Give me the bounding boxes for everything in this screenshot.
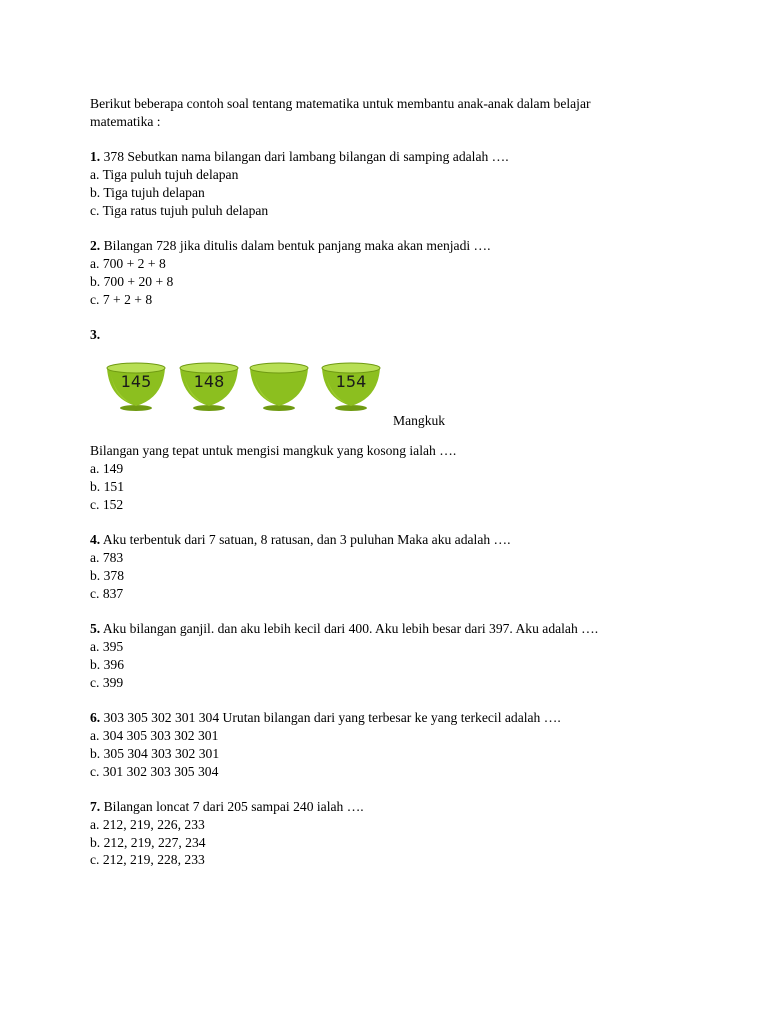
option-b: b. 151 bbox=[90, 478, 124, 494]
question-text: 378 Sebutkan nama bilangan dari lambang bilangan di samping adalah …. bbox=[100, 149, 509, 165]
question-6 bbox=[90, 709, 690, 780]
bowl-3-empty bbox=[248, 360, 310, 412]
question-text: 303 305 302 301 304 Urutan bilangan dari yang terbesar ke yang terkecil adalah …. bbox=[100, 710, 561, 726]
option-a: a. Tiga puluh tujuh delapan bbox=[90, 167, 239, 183]
option-c: c. 7 + 2 + 8 bbox=[90, 291, 153, 307]
question-number: 4. bbox=[90, 532, 101, 548]
bowl-number: 145 bbox=[120, 372, 152, 392]
question-text: Aku terbentuk dari 7 satuan, 8 ratusan, dan 3 puluhan Maka aku adalah …. bbox=[100, 532, 511, 548]
bowl-number: 154 bbox=[335, 372, 367, 392]
option-b: b. 378 bbox=[90, 567, 124, 583]
intro-line-2: matematika : bbox=[90, 113, 161, 129]
question-2 bbox=[90, 237, 690, 308]
question-4 bbox=[90, 531, 690, 602]
option-a: a. 149 bbox=[90, 460, 124, 476]
bowl-caption: Mangkuk bbox=[393, 413, 446, 429]
question-7 bbox=[90, 798, 690, 869]
option-c: c. 301 302 303 305 304 bbox=[90, 763, 219, 779]
question-3 bbox=[90, 326, 690, 513]
option-b: b. 305 304 303 302 301 bbox=[90, 745, 220, 761]
question-5 bbox=[90, 620, 690, 691]
question-number: 1. bbox=[90, 149, 101, 165]
option-a: a. 700 + 2 + 8 bbox=[90, 256, 166, 272]
bowl-illustration bbox=[90, 360, 690, 432]
bowl-number: 148 bbox=[193, 372, 225, 392]
option-c: c. 837 bbox=[90, 585, 124, 601]
option-b: b. 700 + 20 + 8 bbox=[90, 273, 174, 289]
option-a: a. 304 305 303 302 301 bbox=[90, 727, 219, 743]
bowl-2 bbox=[178, 360, 240, 412]
bowl-4 bbox=[320, 360, 382, 412]
option-c: c. 212, 219, 228, 233 bbox=[90, 852, 205, 868]
option-c: c. 399 bbox=[90, 674, 124, 690]
question-number: 7. bbox=[90, 799, 101, 815]
question-text: Bilangan loncat 7 dari 205 sampai 240 ialah …. bbox=[100, 799, 364, 815]
bowl-1 bbox=[105, 360, 167, 412]
document-body bbox=[90, 95, 690, 869]
question-number: 5. bbox=[90, 621, 101, 637]
question-text: Bilangan 728 jika ditulis dalam bentuk panjang maka akan menjadi …. bbox=[100, 238, 491, 254]
option-a: a. 212, 219, 226, 233 bbox=[90, 816, 205, 832]
option-b: b. Tiga tujuh delapan bbox=[90, 184, 205, 200]
question-number: 6. bbox=[90, 710, 101, 726]
intro-line-1: Berikut beberapa contoh soal tentang matematika untuk membantu anak-anak dalam belajar bbox=[90, 96, 591, 111]
question-1 bbox=[90, 148, 690, 219]
question-text: Bilangan yang tepat untuk mengisi mangkuk yang kosong ialah …. bbox=[90, 443, 457, 459]
question-number: 3. bbox=[90, 327, 101, 343]
option-c: c. Tiga ratus tujuh puluh delapan bbox=[90, 202, 269, 218]
option-b: b. 396 bbox=[90, 656, 124, 672]
option-c: c. 152 bbox=[90, 496, 124, 512]
option-a: a. 395 bbox=[90, 638, 124, 654]
question-text: Aku bilangan ganjil. dan aku lebih kecil dari 400. Aku lebih besar dari 397. Aku adalah …. bbox=[100, 621, 599, 637]
question-number: 2. bbox=[90, 238, 101, 254]
option-a: a. 783 bbox=[90, 549, 124, 565]
option-b: b. 212, 219, 227, 234 bbox=[90, 834, 206, 850]
